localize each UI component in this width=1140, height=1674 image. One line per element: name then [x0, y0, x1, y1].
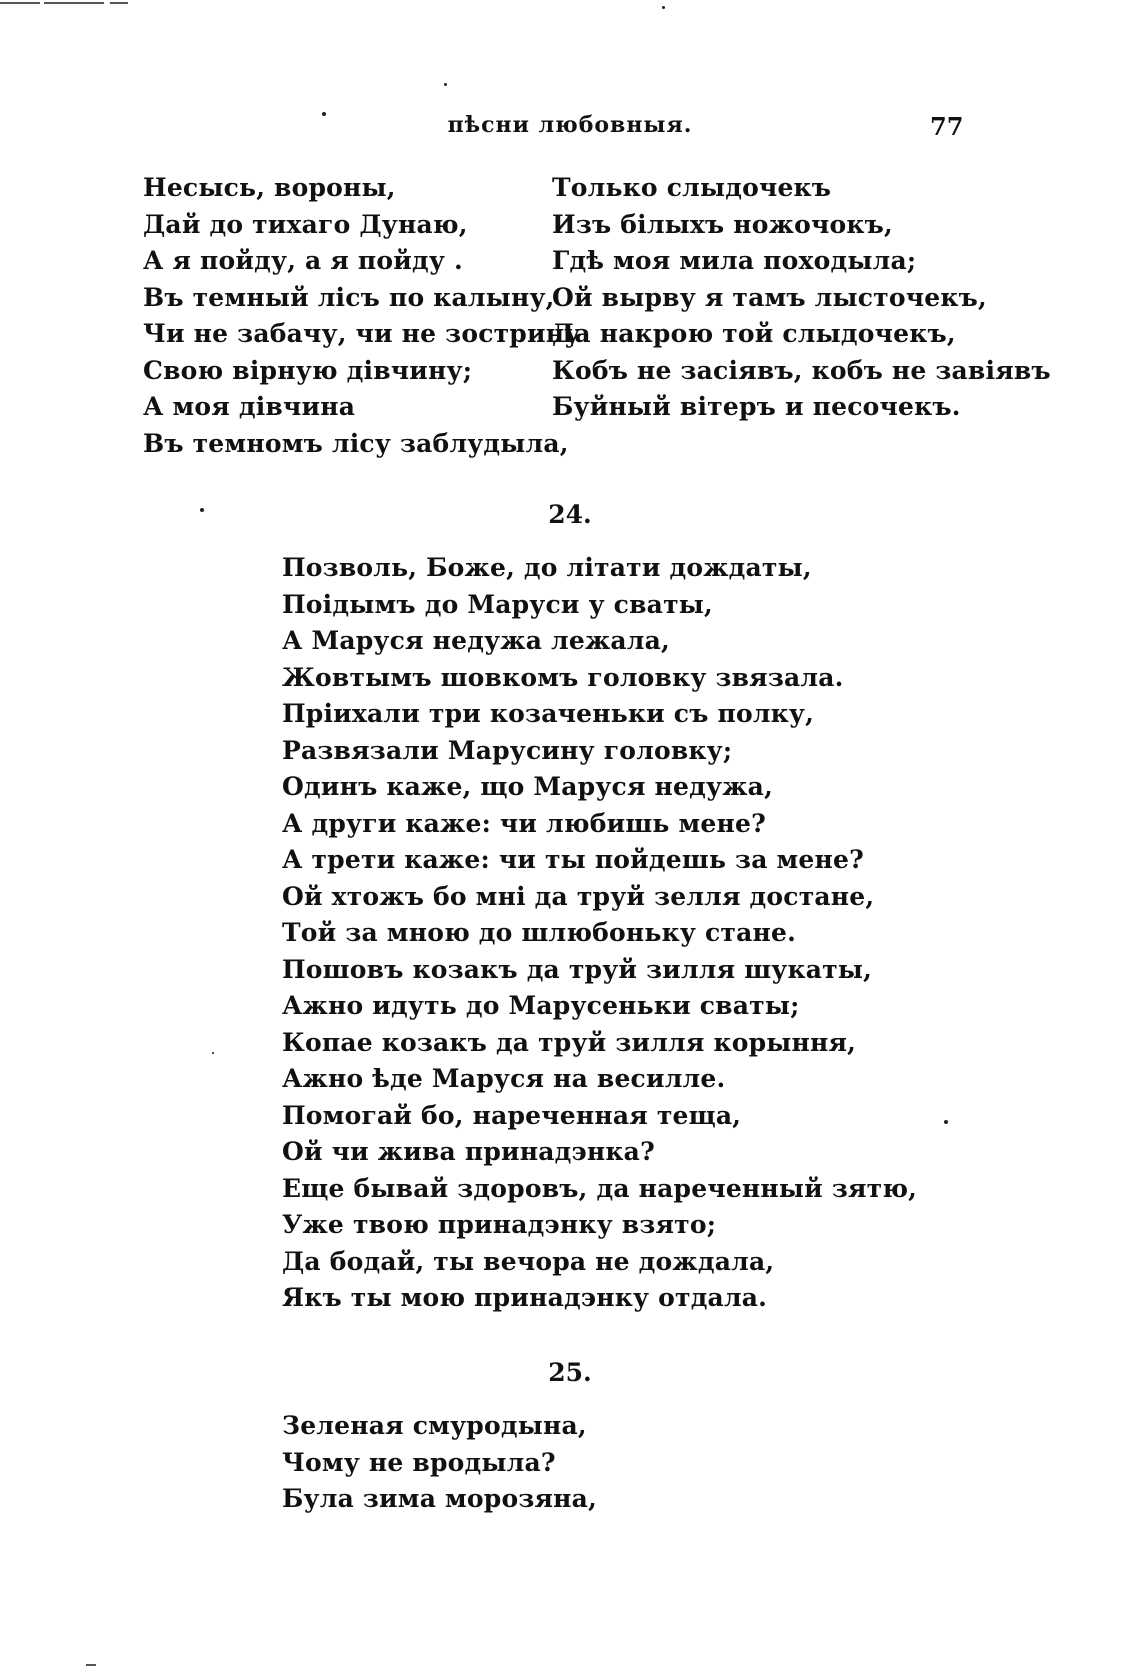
song-number: 25.: [548, 1358, 592, 1387]
scan-mark: [110, 2, 128, 4]
song-body: [282, 1408, 982, 1518]
verse-line: А моя дівчина: [143, 392, 356, 421]
verse-line: Пріихали три козаченьки съ полку,: [282, 699, 815, 728]
verse-line: Пошовъ козакъ да труй зилля шукаты,: [282, 954, 872, 984]
verse-line: Чи не забачу, чи не зострину: [143, 319, 581, 348]
verse-line: Только слыдочекъ: [552, 173, 832, 202]
page-number: 77: [930, 112, 964, 141]
verse-line: Да бодай, ты вечора не дождала,: [282, 1246, 775, 1276]
verse-line: Уже твою принадэнку взято;: [282, 1210, 717, 1239]
verse-line: Кобъ не засіявъ, кобъ не завіявъ: [552, 355, 1051, 385]
verse-line: А други каже: чи любишь мене?: [282, 808, 766, 838]
verse-line: Чому не вродыла?: [282, 1447, 556, 1477]
verse-line: Ой чи жива принадэнка?: [282, 1137, 655, 1166]
verse-line: А Маруся недужа лежала,: [282, 626, 670, 655]
verse-line: Помогай бо, нареченная теща,: [282, 1100, 742, 1130]
verse-line: А я пойду, а я пойду .: [143, 246, 463, 275]
verse-line: Ажно идуть до Марусеньки сваты;: [282, 991, 800, 1020]
verse-line: Дай до тихаго Дунаю,: [143, 209, 468, 239]
scan-speck: [212, 1052, 214, 1054]
verse-line: Несысь, вороны,: [143, 173, 396, 202]
running-head-title: пѣсни любовныя.: [447, 112, 693, 138]
right-verse-column: [552, 170, 1051, 426]
verse-line: Якъ ты мою принадэнку отдала.: [282, 1283, 768, 1312]
verse-line: Зеленая смуродына,: [282, 1411, 587, 1440]
scan-speck: [444, 83, 447, 86]
left-verse-column: [143, 170, 581, 462]
verse-line: Въ темномъ лісу заблудыла,: [143, 428, 569, 458]
verse-line: Позволь, Боже, до літати дождаты,: [282, 553, 812, 582]
verse-line: Въ темный лісъ по калыну,: [143, 282, 555, 312]
verse-line: А трети каже: чи ты пойдешь за мене?: [282, 845, 864, 874]
verse-line: Поідымъ до Маруси у сваты,: [282, 589, 713, 619]
verse-line: Свою вірную дівчину;: [143, 355, 473, 385]
verse-line: Гдѣ моя мила походыла;: [552, 246, 917, 275]
scan-mark: [44, 2, 104, 4]
verse-line: Еще бывай здоровъ, да нареченный зятю,: [282, 1173, 918, 1203]
scan-mark: [0, 2, 40, 4]
verse-line: Одинъ каже, що Маруся недужа,: [282, 772, 773, 801]
scan-speck: [662, 6, 665, 9]
verse-line: Була зима морозяна,: [282, 1484, 597, 1513]
verse-line: Ажно ѣде Маруся на весилле.: [282, 1064, 726, 1093]
verse-line: Изъ білыхъ ножочокъ,: [552, 209, 893, 239]
verse-line: Развязали Марусину головку;: [282, 735, 733, 765]
song-body: [282, 550, 982, 1317]
scan-mark: [86, 1664, 96, 1666]
running-header: [0, 112, 1140, 148]
verse-line: Копае козакъ да труй зилля корыння,: [282, 1027, 857, 1057]
song-number: 24.: [548, 500, 592, 529]
verse-line: Да накрою той слыдочекъ,: [552, 319, 956, 348]
verse-line: Ой вырву я тамъ лысточекъ,: [552, 282, 987, 312]
verse-line: Жовтымъ шовкомъ головку звязала.: [282, 662, 844, 692]
verse-line: Ой хтожъ бо мні да труй зелля достане,: [282, 881, 875, 911]
verse-line: Буйный вітеръ и песочекъ.: [552, 392, 961, 421]
verse-line: Той за мною до шлюбоньку стане.: [282, 918, 796, 947]
